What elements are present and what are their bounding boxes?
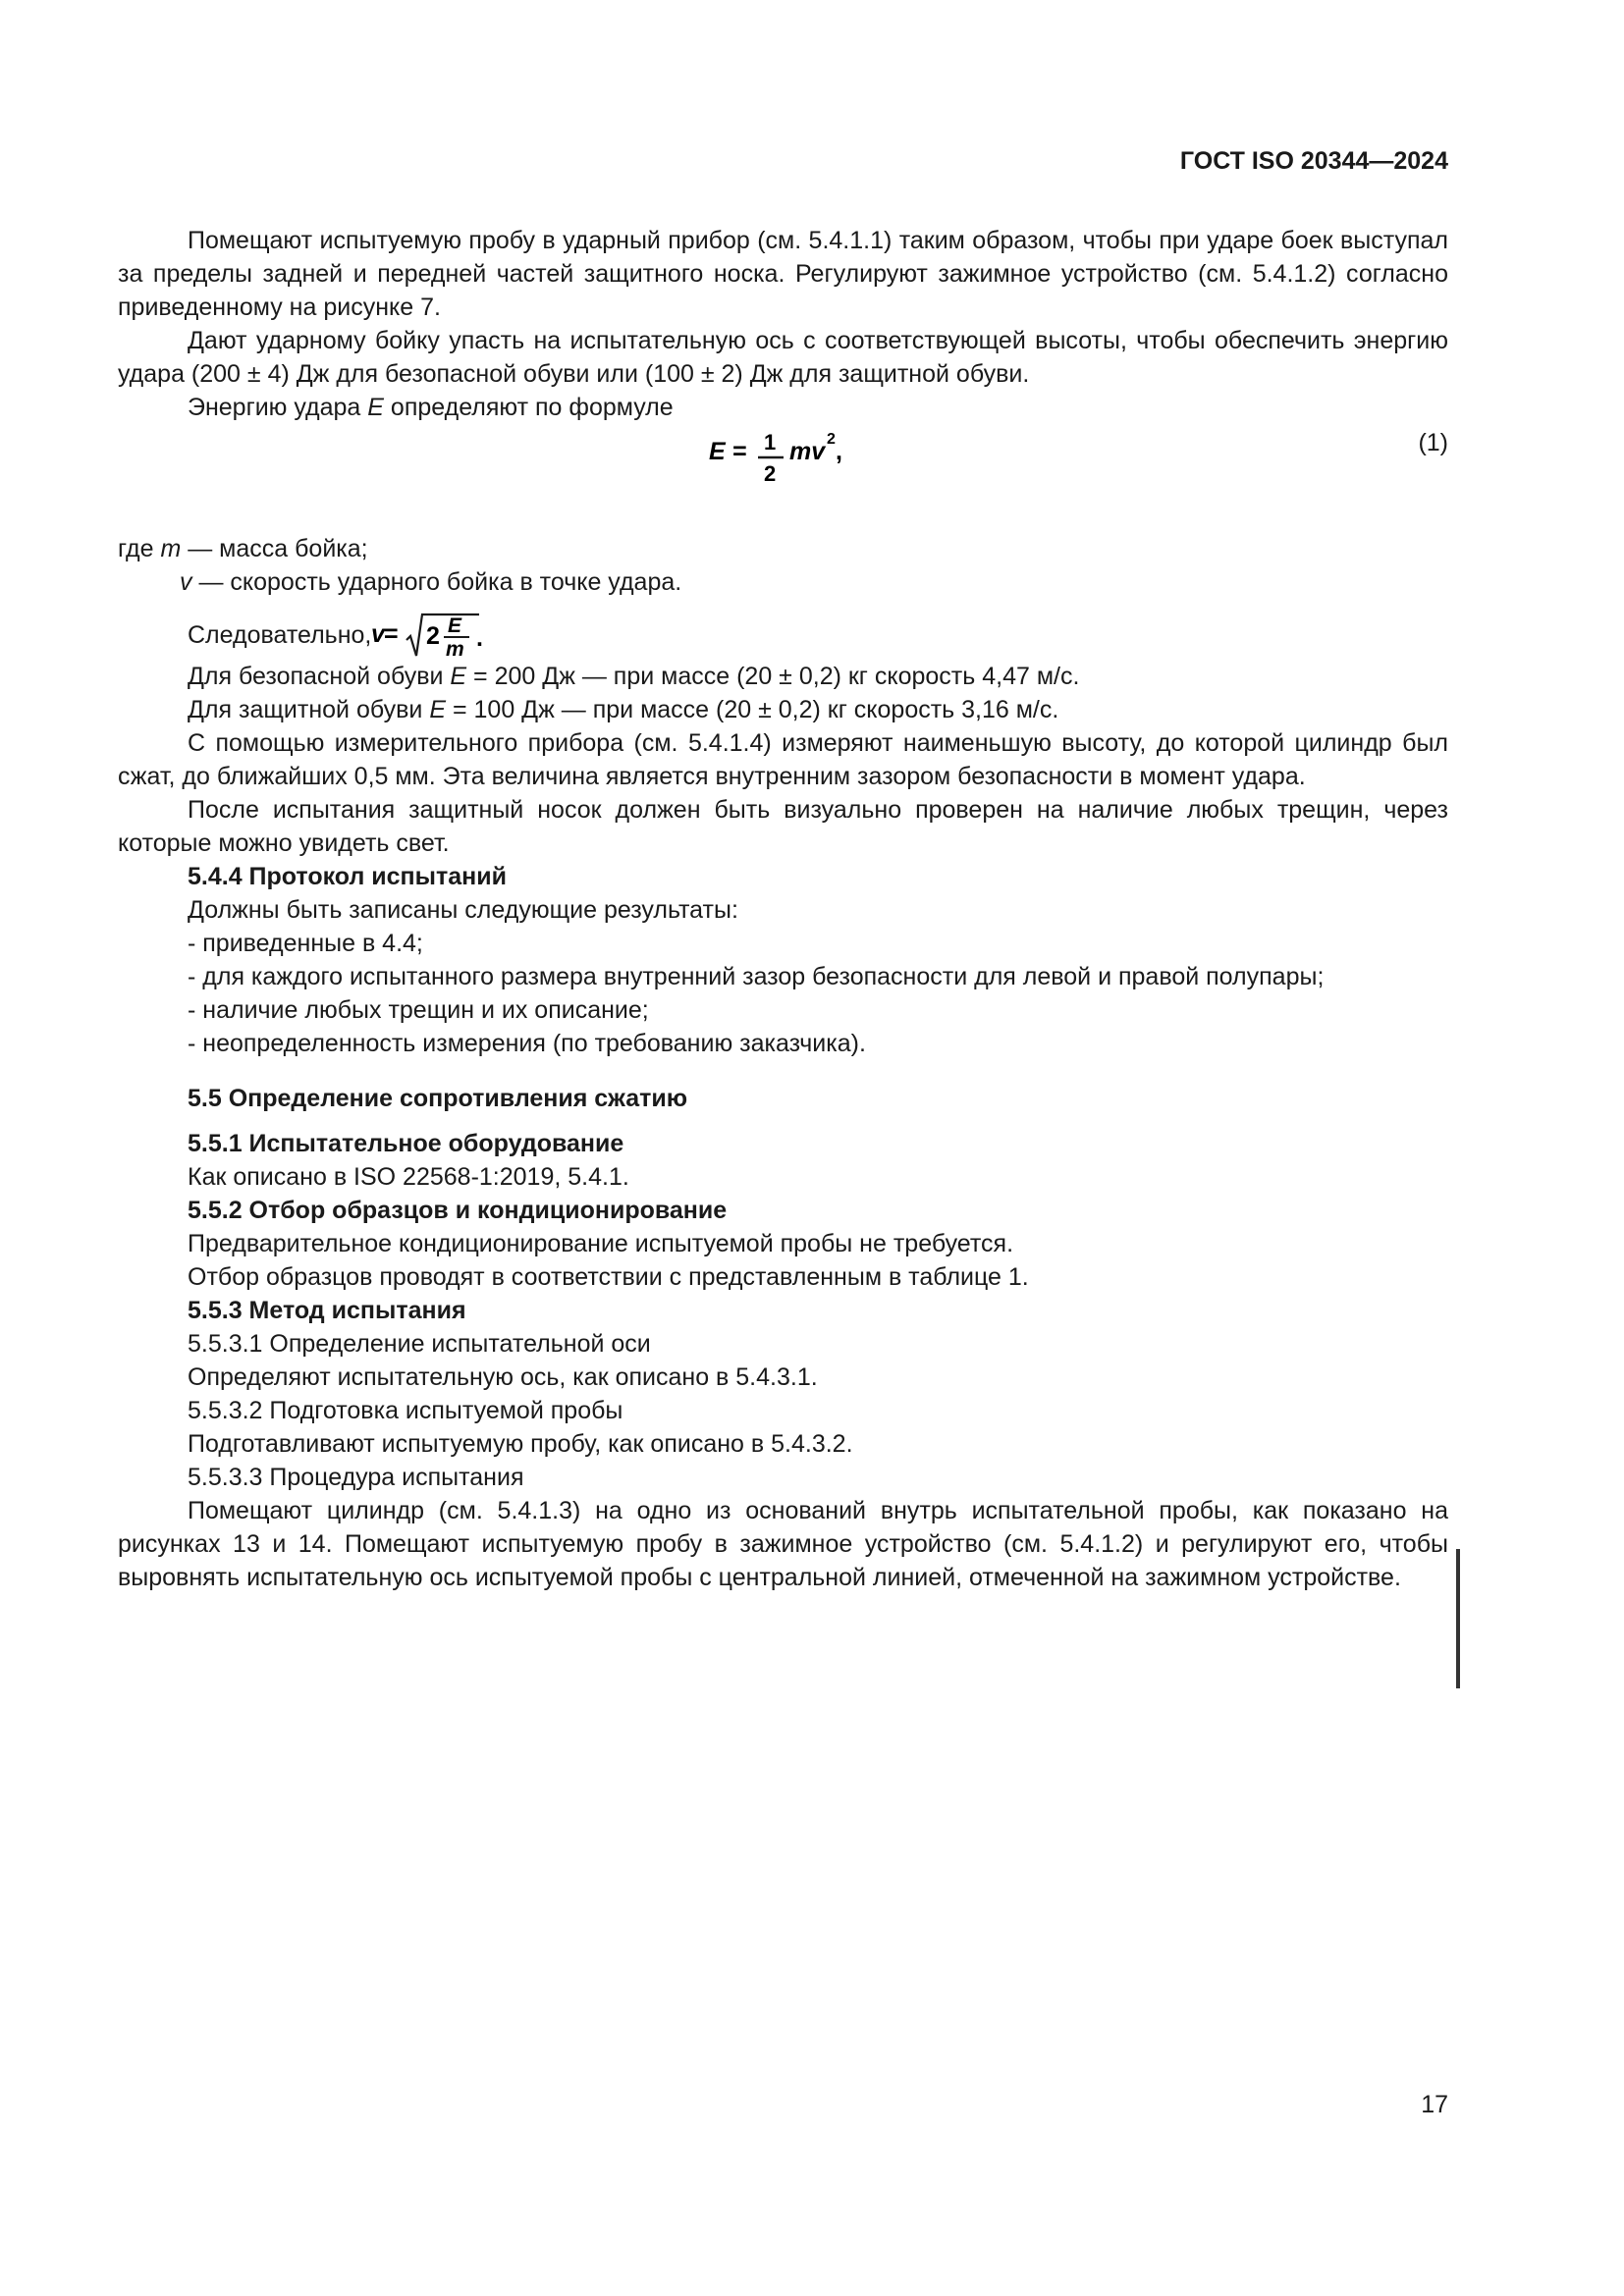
paragraph: Помещают цилиндр (см. 5.4.1.3) на одно из оснований внутрь испытательной пробы, как показано на рисунках 13 и 14. Помещают испытуемую пробу в зажимное устройство (см. 5.4.1.2) и регулируют его, чтобы выровнять испытательную ось испытуемой пробы с центральной линией, отмеченной на зажимном устройстве. (118, 1497, 1448, 1591)
paragraph: Для безопасной обуви E = 200 Дж — при массе (20 ± 0,2) кг скорость 4,47 м/с. (188, 663, 1080, 690)
formula-lhs: E = (709, 438, 747, 465)
paragraph: После испытания защитный носок должен быть визуально проверен на наличие любых трещин, через которые можно увидеть свет. (118, 796, 1448, 857)
paragraph: Как описано в ISO 22568-1:2019, 5.4.1. (188, 1163, 629, 1191)
paragraph: С помощью измерительного прибора (см. 5.4.1.4) измеряют наименьшую высоту, до которой цилиндр был сжат, до ближайших 0,5 мм. Эта величина является внутренним зазором безопасности в момент удара. (118, 729, 1448, 790)
list-item: - неопределенность измерения (по требованию заказчика). (188, 1030, 866, 1057)
formula-term: mv (789, 438, 826, 465)
section-heading-5-5-1: 5.5.1 Испытательное оборудование (188, 1130, 624, 1157)
formula-denominator: 2 (764, 461, 777, 486)
svg-text:.: . (476, 624, 484, 652)
subsection-heading: 5.5.3.2 Подготовка испытуемой пробы (188, 1397, 623, 1424)
speed-formula-line: Следовательно, v = 2 E m . (118, 611, 1448, 660)
paragraph: Помещают испытуемую пробу в ударный прибор (см. 5.4.1.1) таким образом, чтобы при ударе боек выступал за пределы задней и передней частей защитного носка. Регулируют зажимное устройство (см. 5.4.1.2) согласно приведенному на рисунке 7. (118, 227, 1448, 321)
list-item: - наличие любых трещин и их описание; (188, 996, 649, 1024)
document-header: ГОСТ ISO 20344—2024 (1179, 147, 1448, 175)
speed-formula (371, 611, 499, 660)
formula-1 (118, 424, 1448, 532)
formula-numerator: 1 (764, 430, 777, 454)
svg-text:=: = (384, 620, 399, 648)
paragraph: Для защитной обуви E = 100 Дж — при массе (20 ± 0,2) кг скорость 3,16 м/с. (188, 696, 1059, 723)
section-heading-5-5: 5.5 Определение сопротивления сжатию (188, 1085, 688, 1112)
list-item: - приведенные в 4.4; (188, 930, 423, 957)
equation-number: (1) (1418, 429, 1448, 456)
page-number: 17 (1421, 2091, 1448, 2118)
svg-text:m: m (446, 638, 465, 660)
svg-text:E: E (448, 614, 462, 637)
where-line-v: v — скорость ударного бойка в точке удара. (180, 568, 682, 596)
formula-exponent: 2 (827, 431, 836, 448)
svg-text:v: v (371, 620, 386, 648)
paragraph: Энергию удара E определяют по формуле (188, 394, 674, 421)
change-bar (1456, 1549, 1460, 1688)
svg-text:2: 2 (426, 622, 441, 650)
subsection-heading: 5.5.3.3 Процедура испытания (188, 1464, 524, 1491)
where-line-m: где m — масса бойка; (118, 535, 368, 562)
formula-tail: , (836, 438, 842, 465)
paragraph: Отбор образцов проводят в соответствии с представленным в таблице 1. (188, 1263, 1029, 1291)
paragraph: Предварительное кондиционирование испытуемой пробы не требуется. (188, 1230, 1014, 1257)
section-heading-5-5-3: 5.5.3 Метод испытания (188, 1297, 466, 1324)
list-item: - для каждого испытанного размера внутренний зазор безопасности для левой и правой полупары; (188, 963, 1325, 990)
page-body (118, 224, 1448, 1594)
paragraph: Должны быть записаны следующие результаты: (188, 896, 738, 924)
subsection-heading: 5.5.3.1 Определение испытательной оси (188, 1330, 651, 1358)
paragraph: Определяют испытательную ось, как описано в 5.4.3.1. (188, 1363, 818, 1391)
energy-formula (707, 426, 864, 496)
paragraph: Подготавливают испытуемую пробу, как описано в 5.4.3.2. (188, 1430, 853, 1458)
section-heading-5-5-2: 5.5.2 Отбор образцов и кондиционирование (188, 1197, 728, 1224)
paragraph: Дают ударному бойку упасть на испытательную ось с соответствующей высоты, чтобы обеспечить энергию удара (200 ± 4) Дж для безопасной обуви или (100 ± 2) Дж для защитной обуви. (118, 327, 1448, 388)
section-heading-5-4-4: 5.4.4 Протокол испытаний (188, 863, 507, 890)
